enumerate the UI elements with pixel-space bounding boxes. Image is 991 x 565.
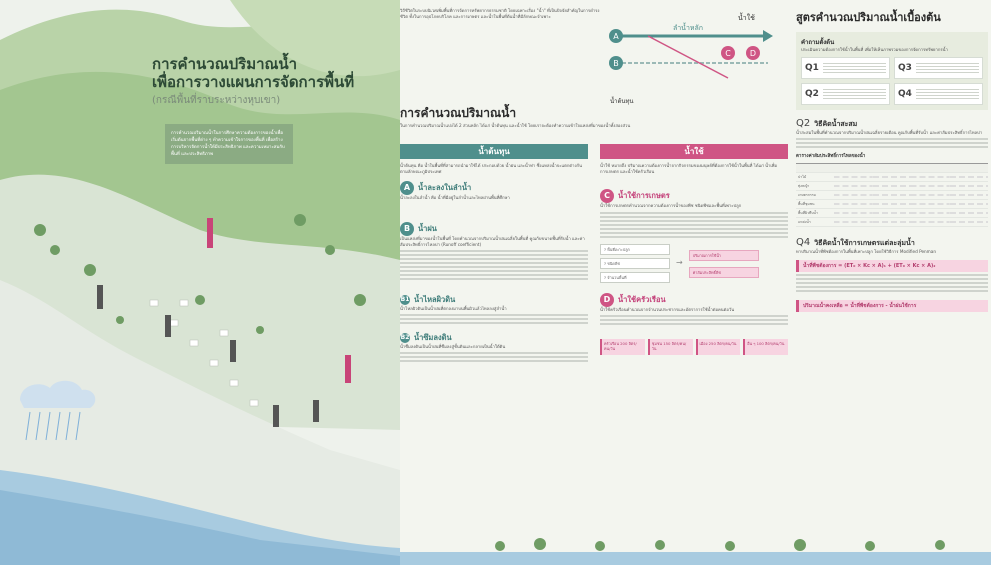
question-card-q4: Q4 <box>894 83 983 105</box>
usage-rate-badges <box>600 339 788 355</box>
section-d <box>600 293 788 307</box>
question-heading: คำถามตั้งต้น <box>801 39 835 46</box>
title-block <box>152 55 382 108</box>
table-row: พื้นที่ผิวทึบน้ำ <box>796 209 988 218</box>
marker-pin-pink <box>345 355 351 383</box>
page-title-line2: เพื่อการวางแผนการจัดการพื้นที่ <box>152 73 355 91</box>
source-column <box>400 144 588 364</box>
table-row: ทุ่งหญ้า <box>796 182 988 191</box>
intro-box <box>165 124 293 164</box>
section-c-text: น้ำใช้การเกษตรคำนวณจากความต้องการน้ำของพืช ชนิดพืชและพื้นที่เพาะปลูก <box>600 203 742 209</box>
badge-a: A <box>400 181 414 195</box>
marker-pin <box>313 400 319 422</box>
badge-c: C <box>600 189 614 203</box>
badge-b1: B1 <box>400 296 410 304</box>
marker-pin <box>97 285 103 309</box>
section-b1-title: น้ำไหลผิวดิน <box>414 295 456 305</box>
source-banner: น้ำต้นทุน <box>400 144 588 159</box>
right-column <box>796 8 988 548</box>
arrow-right-icon: → <box>676 257 683 267</box>
usage-badge: ครัวเรือน 200 ลิตร/คน/วัน <box>600 339 645 355</box>
question-card-q1: Q1 <box>801 57 890 79</box>
node-d: D <box>749 49 757 58</box>
marker-pin-pink <box>207 218 213 248</box>
flow-input-2: ? ชนิดพืช <box>600 258 670 269</box>
page-subtitle: (กรณีพื้นที่ราบระหว่างหุบเขา) <box>152 95 281 106</box>
table-row: แหล่งน้ำ <box>796 218 988 227</box>
use-banner: น้ำใช้ <box>600 144 788 159</box>
remaining-water-formula: ปริมาณน้ำคงเหลือ = น้ำที่พืชต้องการ - น้ำฝนใช้การ <box>796 300 988 312</box>
source-desc: น้ำต้นทุน คือ น้ำในพื้นที่ที่สามารถนำมาใช้ได้ ประกอบด้วย น้ำฝน และน้ำท่า ซึ่งแหล่งน้ำจะแตกต่างกันตามลักษณะภูมิประเทศ <box>400 163 582 175</box>
usage-badge: เมือง 250 ลิตร/คน/วัน <box>696 339 741 355</box>
usage-badge: ชุมชน 150 ลิตร/คน/วัน <box>648 339 693 355</box>
section-d-title: น้ำใช้ครัวเรือน <box>618 294 666 304</box>
formula-title: สูตรคำนวณปริมาณน้ำเบื้องต้น <box>796 11 941 24</box>
intro-text: การคำนวณปริมาณน้ำในการศึกษาความต้องการของน้ำเพื่อเริ่มต้นจากพื้นที่ต่าง ๆ ทำความเข้าใจการของพื้นที่ เพื่อสร้างการบริหารจัดการน้ำให้มีประสิทธิภาพ และความเหมาะสมกับพื้นที่ และประสิทธิภาพ <box>171 131 285 157</box>
q4-heading: Q4 วิธีคิดน้ำใช้การเกษตรแต่ละลุ่มน้ำ <box>796 237 915 249</box>
node-b: B <box>613 59 619 68</box>
middle-column <box>400 8 790 548</box>
badge-b2: B2 <box>400 334 410 342</box>
usage-badge: อื่น ๆ 100 ลิตร/คน/วัน <box>743 339 788 355</box>
water-use-label: น้ำใช้ <box>738 14 755 22</box>
section-b2-text: น้ำซึมลงดินเป็นน้ำฝนที่ซึมลงสู่ชั้นดินและกลายเป็นน้ำใต้ดิน <box>400 344 506 350</box>
badge-d: D <box>600 293 614 307</box>
section-b <box>400 222 588 236</box>
section-c <box>600 189 788 203</box>
section-heading: การคำนวณปริมาณน้ำ <box>400 106 517 120</box>
tree-strip <box>400 538 991 565</box>
q2-text: น้ำสะสมในพื้นที่คำนวณจากปริมาณน้ำฝนเฉลี่ยรายเดือน คูณกับพื้นที่รับน้ำ และค่าสัมประสิทธิ์การไหลบ่า <box>796 130 983 136</box>
landscape-illustration <box>0 0 400 565</box>
q2-title: วิธีคิดน้ำสะสม <box>814 120 858 129</box>
water-flow-diagram <box>608 8 783 108</box>
use-desc: น้ำใช้ หมายถึง ปริมาณความต้องการน้ำจากกิจกรรมของมนุษย์ที่ต้องการใช้น้ำในพื้นที่ ได้แก่ น้ำเพื่อการเกษตร และน้ำใช้ครัวเรือน <box>600 163 778 175</box>
table-row: พื้นที่ชุมชน <box>796 200 988 209</box>
middle-intro: วิถีชีวิตในระบบนิเวศเพิ่มพื้นที่การจัดการทรัพยากรธรรมชาติ โดยเฉพาะเรื่อง "น้ำ" ที่เป็นปัจจัยสำคัญในการดำรงชีวิต ทั้งในการอุปโภคบริโภค และการเกษตร และน้ำในพื้นที่ต้นน้ำที่มีลักษณะจำเพาะ <box>400 8 600 20</box>
flow-output-2: ค่าสัมประสิทธิ์พืช <box>689 267 759 278</box>
q4-title: วิธีคิดน้ำใช้การเกษตรแต่ละลุ่มน้ำ <box>814 239 915 248</box>
table-row: ป่าไม้ <box>796 173 988 182</box>
question-intro: ประเมินความต้องการใช้น้ำในพื้นที่ เพื่อให้เห็นภาพรวมของการจัดการทรัพยากรน้ำ <box>801 47 948 52</box>
coefficient-table <box>796 163 988 227</box>
section-c-title: น้ำใช้การเกษตร <box>618 191 670 201</box>
flow-input-1: ? พื้นที่เพาะปลูก <box>600 244 670 255</box>
crop-water-formula: น้ำที่พืชต้องการ = (ET₀ × Kc × A)₁ + (ET₀ × Kc × A)₂ <box>796 260 988 272</box>
page-title-line1: การคำนวณปริมาณน้ำ <box>152 55 298 73</box>
section-b2 <box>400 332 588 344</box>
question-card-q3: Q3 <box>894 57 983 79</box>
crop-flow <box>600 244 788 283</box>
source-label: น้ำต้นทุน <box>610 98 634 105</box>
question-panel <box>796 32 988 110</box>
flow-output-1: ปริมาณการใช้น้ำ <box>689 250 759 261</box>
section-b-text: เป็นแหล่งที่มาของน้ำในพื้นที่ โดยคำนวณจากปริมาณน้ำฝนเฉลี่ยในพื้นที่ คูณกับขนาดพื้นที่รับน้ำ และค่าสัมประสิทธิ์การไหลบ่า (Runoff coefficient) <box>400 235 585 247</box>
main-stream-label: ลำน้ำหลัก <box>672 24 704 32</box>
section-heading-desc: ในการคำนวณปริมาณน้ำแบ่งได้ 2 ส่วนหลัก ได้แก่ น้ำต้นทุน และน้ำใช้ โดยเราจะต้องทำความเข้าใจแหล่งที่มาของน้ำทั้งสองส่วน <box>400 123 631 128</box>
q4-text: หาปริมาณน้ำที่พืชต้องการในพื้นที่เพาะปลูก โดยใช้วิธีการ Modified Penman <box>796 249 936 255</box>
section-a <box>400 181 588 195</box>
table-row: เกษตรกรรม <box>796 191 988 200</box>
badge-b: B <box>400 222 414 236</box>
use-column <box>600 144 788 355</box>
section-b1 <box>400 294 588 306</box>
flow-input-3: ? จำนวนพื้นที่ <box>600 272 670 283</box>
section-d-text: น้ำใช้ครัวเรือนคำนวณจากจำนวนประชากรและอัตราการใช้น้ำต่อคนต่อวัน <box>600 306 735 312</box>
section-a-title: น้ำละลงในลำน้ำ <box>418 183 472 193</box>
section-b2-title: น้ำซึมลงดิน <box>414 333 452 343</box>
table-title: ตารางค่าสัมประสิทธิ์การไหลของน้ำ <box>796 154 866 160</box>
node-a: A <box>613 32 619 41</box>
marker-pin <box>273 405 279 427</box>
section-b1-text: น้ำไหลผิวดินเป็นน้ำฝนที่ตกลงมาบนพื้นผิวแล้วไหลลงสู่ลำน้ำ <box>400 306 507 312</box>
marker-pin <box>165 315 171 337</box>
question-card-q2: Q2 <box>801 83 890 105</box>
section-b-title: น้ำฝน <box>418 223 437 233</box>
section-a-text: น้ำละลงในลำน้ำ คือ น้ำที่มีอยู่ในลำน้ำและไหลผ่านพื้นที่ศึกษา <box>400 195 510 201</box>
q2-heading: Q2 วิธีคิดน้ำสะสม <box>796 118 858 130</box>
diagram-svg <box>608 8 783 108</box>
node-c: C <box>725 49 731 58</box>
marker-pin <box>230 340 236 362</box>
